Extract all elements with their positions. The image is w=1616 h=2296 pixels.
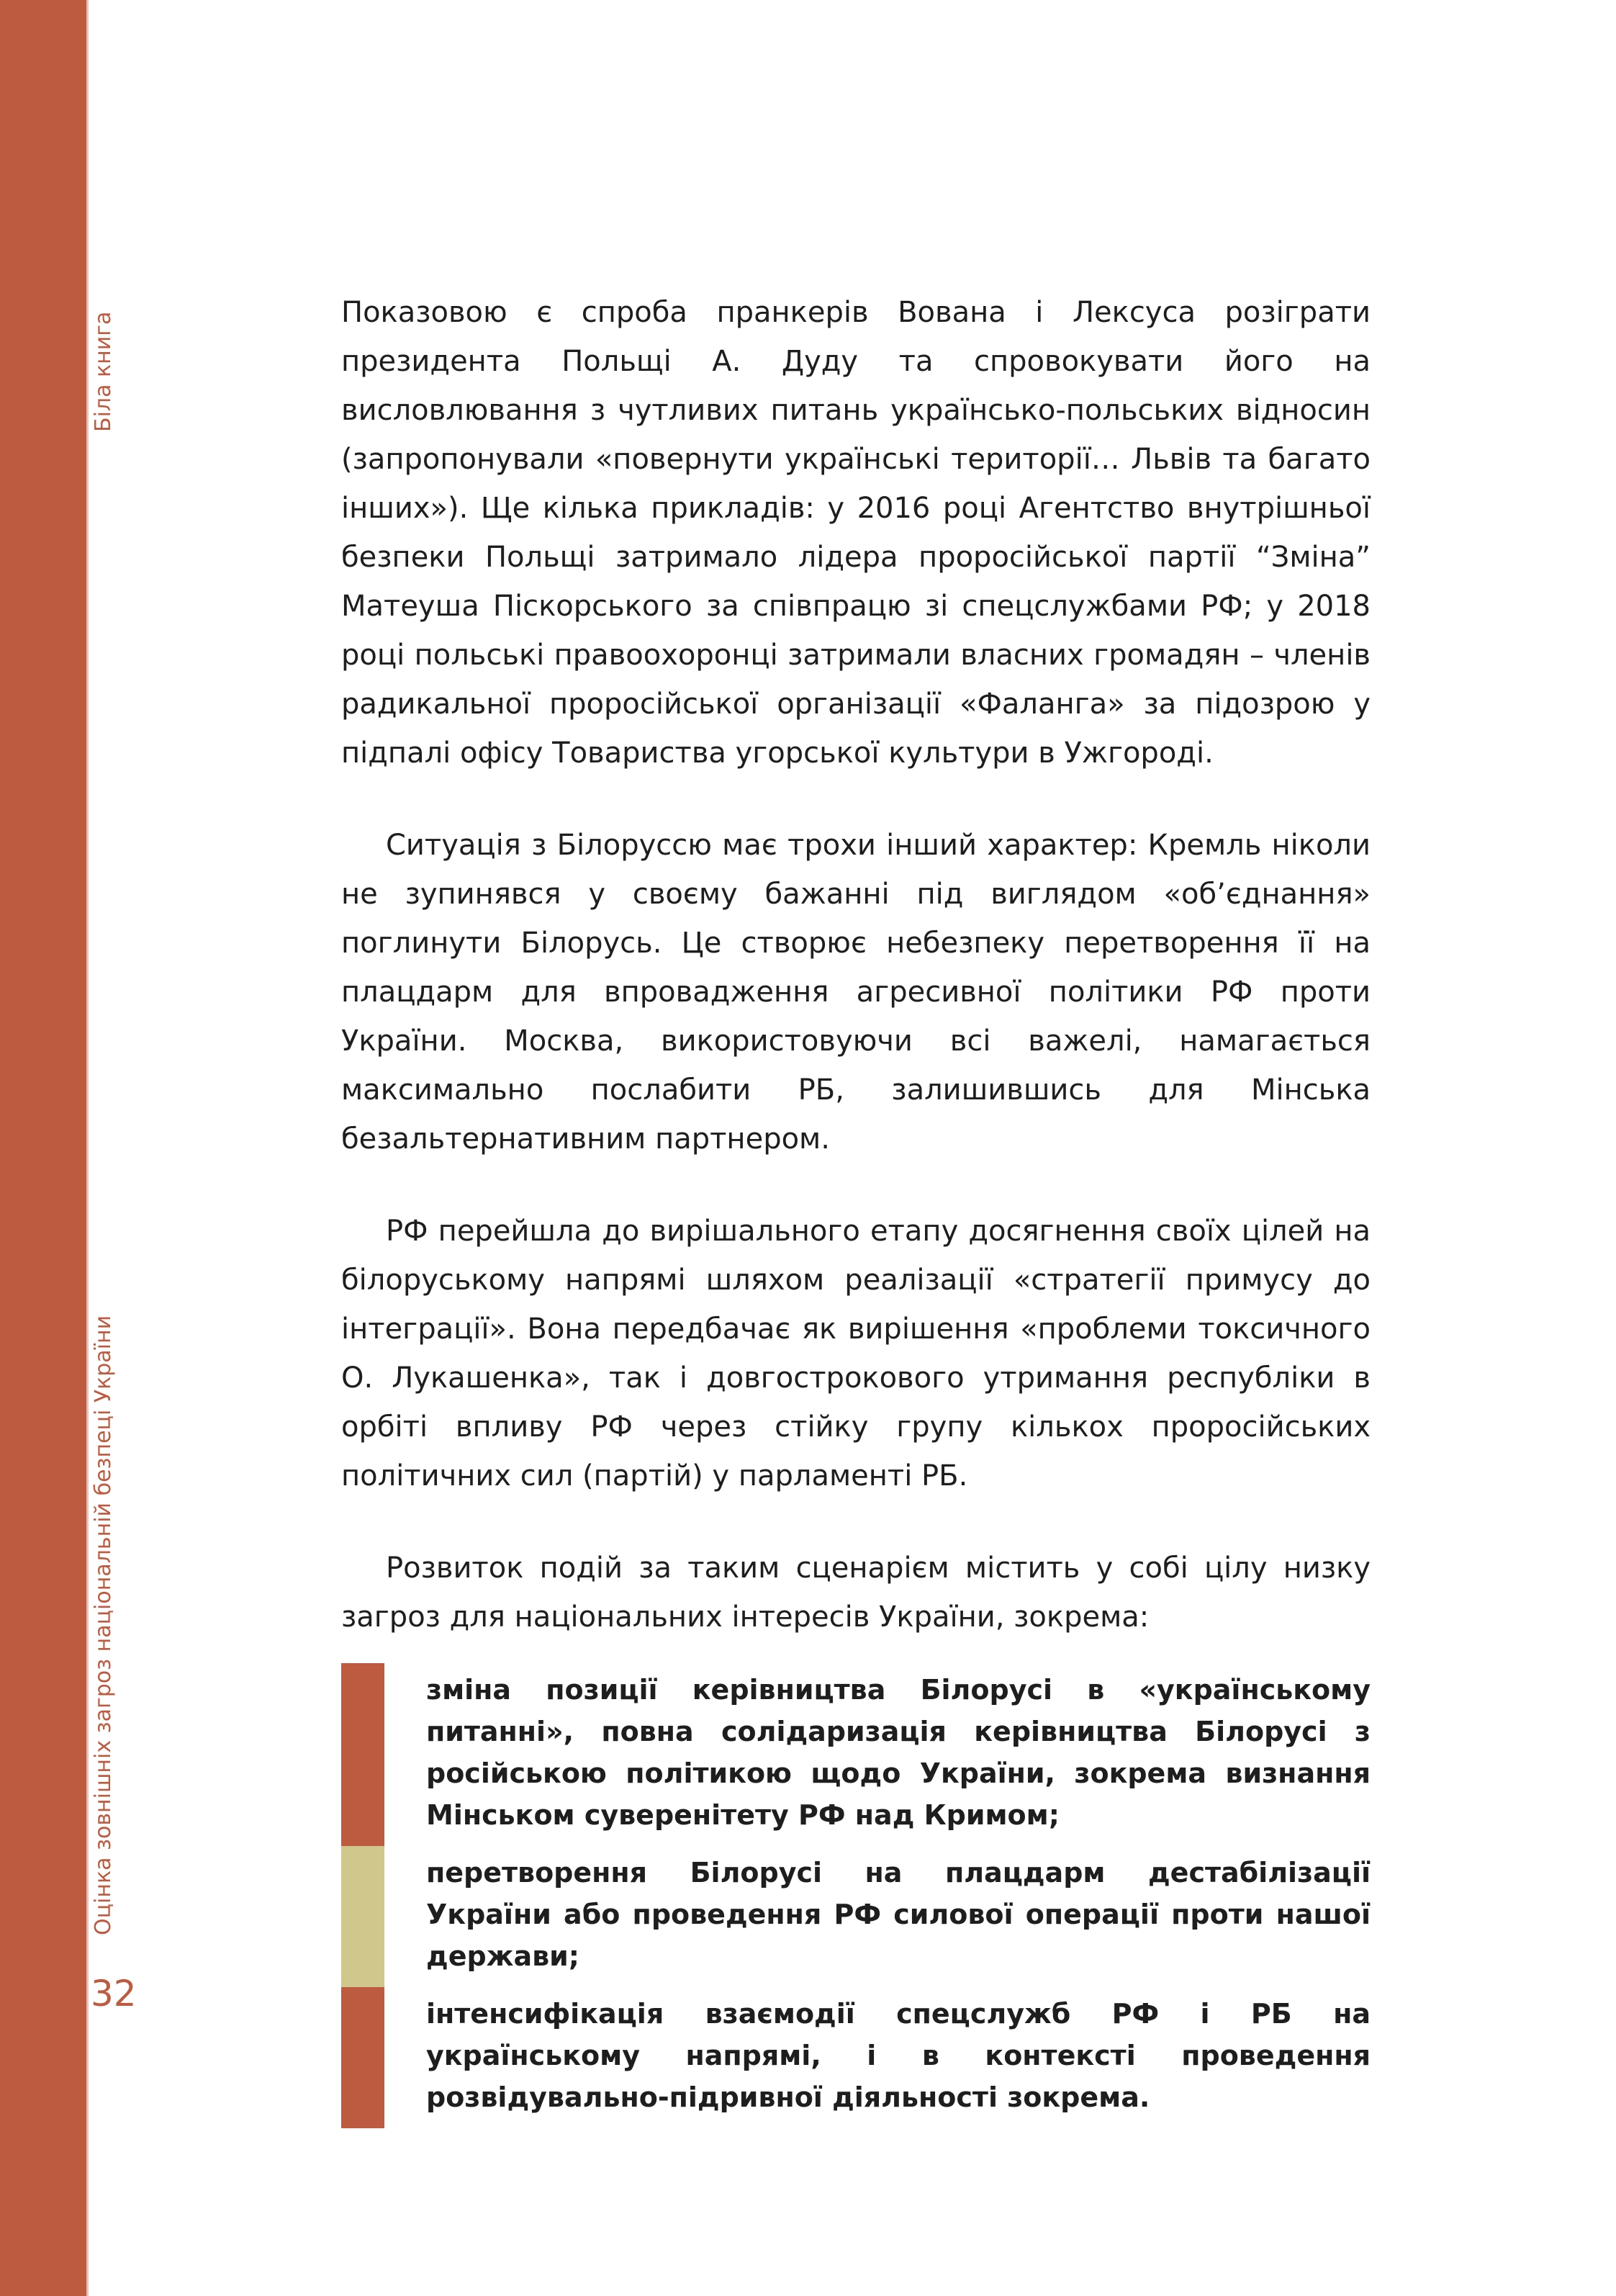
list-item: [341, 1846, 1371, 1987]
sidebar-color-band: [0, 0, 86, 2296]
paragraph-3: РФ перейшла до вирішального етапу досягнення своїх цілей на білоруському напрямі шляхом реалізації «стратегії примусу до інтеграції». Вона передбачає як вирішення «проблеми токсичного О. Лукашенка», так і довгострокового утримання республіки в орбіті впливу РФ через стійку групу кількох проросійських політичних сил (партій) у парламенті РБ.: [341, 1215, 1371, 1493]
list-marker-bar: [341, 1663, 384, 1846]
main-text-column: [341, 288, 1371, 2128]
sidebar-divider-line: [86, 0, 89, 2296]
paragraph-2: Ситуація з Білоруссю має трохи інший характер: Кремль ніколи не зупинявся у своєму бажанні під виглядом «об’єднання» поглинути Білорусь. Це створює небезпеку перетворення її на плацдарм для впровадження агресивної політики РФ проти України. Москва, використовуючи всі важелі, намагається максимально послабити РБ, залишившись для Мінська безальтернативним партнером.: [341, 829, 1371, 1156]
list-item: [341, 1663, 1371, 1846]
list-item-text: перетворення Білорусі на плацдарм дестабілізації України або проведення РФ силової операції проти нашої держави;: [426, 1857, 1371, 1972]
list-marker-bar: [341, 1846, 384, 1987]
list-item-text: зміна позиції керівництва Білорусі в «українському питанні», повна солідаризація керівництва Білорусі з російською політикою щодо України, зокрема визнання Мінськом суверенітету РФ над Кримом;: [426, 1674, 1371, 1831]
paragraph-1: Показовою є спроба пранкерів Вована і Лексуса розіграти президента Польщі А. Дуду та спровокувати його на висловлювання з чутливих питань українсько-польських відносин (запропонували «повернути українські території… Львів та багато інших»). Ще кілька прикладів: у 2016 році Агентство внутрішньої безпеки Польщі затримало лідера проросійської партії “Зміна” Матеуша Піскорського за співпрацю зі спецслужбами РФ; у 2018 році польські правоохоронці затримали власних громадян – членів радикальної проросійської організації «Фаланга» за підозрою у підпалі офісу Товариства угорської культури в Ужгороді.: [341, 296, 1371, 770]
list-item-text: інтенсифікація взаємодії спецслужб РФ і РБ на українському напрямі, і в контексті проведення розвідувально-підривної діяльності зокрема.: [426, 1998, 1371, 2113]
list-item: [341, 1987, 1371, 2128]
list-marker-bar: [341, 1987, 384, 2128]
paragraph-4: Розвиток подій за таким сценарієм містить у собі цілу низку загроз для національних інтересів України, зокрема:: [341, 1552, 1371, 1634]
page-number: 32: [91, 1973, 137, 2014]
threat-list: [341, 1663, 1371, 2128]
running-header-book-title: Оцінка зовнішніх загроз національній безпеці України: [91, 1315, 116, 1935]
running-header-series: Біла книга: [91, 311, 116, 432]
